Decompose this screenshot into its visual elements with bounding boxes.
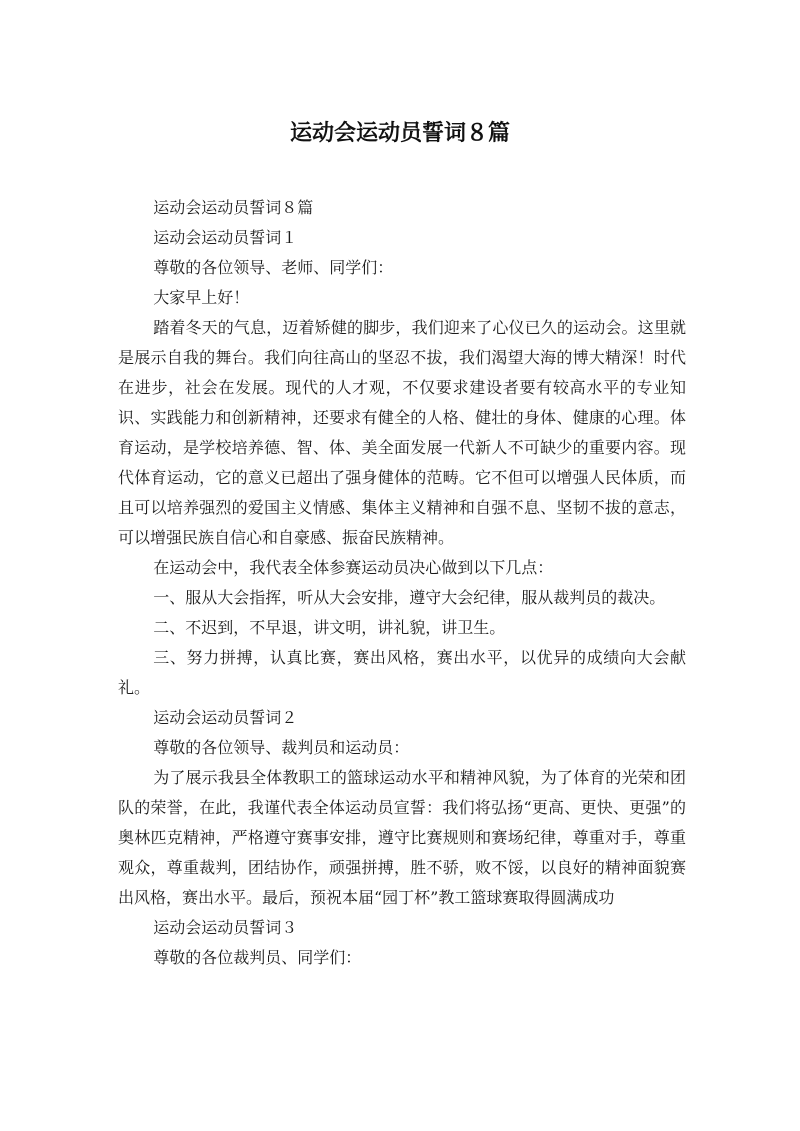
salutation-2: 尊敬的各位领导、裁判员和运动员： <box>153 738 410 757</box>
pledge-item-1: 一、服从大会指挥，听从大会安排，遵守大会纪律，服从裁判员的裁决。 <box>153 588 666 607</box>
paragraph-heading: 运动会运动员誓词８篇 <box>153 198 314 217</box>
pledge-item-2: 二、不迟到，不早退，讲文明，讲礼貌，讲卫生。 <box>153 618 506 637</box>
pledge-item-3: 三、努力拼搏，认真比赛，赛出风格，赛出水平，以优异的成绩向大会献礼。 <box>118 648 686 697</box>
section-heading-1: 运动会运动员誓词１ <box>153 228 298 247</box>
pledge-intro: 在运动会中，我代表全体参赛运动员决心做到以下几点： <box>153 558 554 577</box>
document-body <box>118 193 686 973</box>
salutation: 尊敬的各位领导、老师、同学们： <box>153 258 394 277</box>
document-title: 运动会运动员誓词８篇 <box>289 121 510 146</box>
section-heading-2: 运动会运动员誓词２ <box>153 708 298 727</box>
body-paragraph: 踏着冬天的气息，迈着矫健的脚步，我们迎来了心仪已久的运动会。这里就是展示自我的舞台。我们向往高山的坚忍不拔，我们渴望大海的博大精深！时代在进步，社会在发展。现代的人才观，不仅要求建设者要有较高水平的专业知识、实践能力和创新精神，还要求有健全的人格、健壮的身体、健康的心理。体育运动，是学校培养德、智、体、美全面发展一代新人不可缺少的重要内容。现代体育运动，它的意义已超出了强身健体的范畴。它不但可以增强人民体质，而且可以培养强烈的爱国主义情感、集体主义精神和自强不息、坚韧不拔的意志，可以增强民族自信心和自豪感、振奋民族精神。 <box>118 318 686 547</box>
body-paragraph-2: 为了展示我县全体教职工的篮球运动水平和精神风貌，为了体育的光荣和团队的荣誉，在此，我谨代表全体运动员宣誓：我们将弘扬“更高、更快、更强”的奥林匹克精神，严格遵守赛事安排，遵守比赛规则和赛场纪律，尊重对手，尊重观众，尊重裁判，团结协作，顽强拼搏，胜不骄，败不馁，以良好的精神面貌赛出风格，赛出水平。最后，预祝本届“园丁杯”教工篮球赛取得圆满成功 <box>118 768 686 907</box>
salutation-3: 尊敬的各位裁判员、同学们： <box>153 948 362 967</box>
greeting: 大家早上好！ <box>153 288 250 307</box>
section-heading-3: 运动会运动员誓词３ <box>153 918 298 937</box>
